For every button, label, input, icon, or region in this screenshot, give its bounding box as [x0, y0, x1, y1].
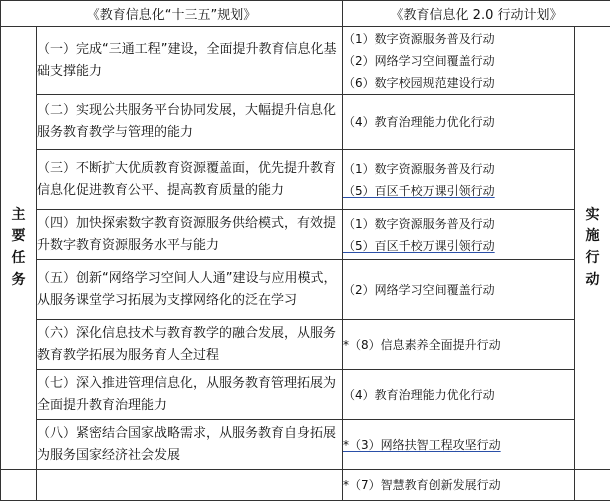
action-item: *（8）信息素养全面提升行动: [343, 334, 574, 356]
actions-cell: [343, 260, 575, 320]
implementation-actions-label: 实 施 行 动: [575, 27, 610, 470]
task-cell: （六）深化信息技术与教育教学的融合发展，从服务教育教学拓展为服务育人全过程: [37, 320, 343, 370]
action-item: （4）教育治理能力优化行动: [343, 384, 574, 406]
action-item: （1）数字资源服务普及行动: [343, 158, 574, 180]
action-item: （4）教育治理能力优化行动: [343, 111, 574, 133]
actions-cell: [343, 95, 575, 150]
task-cell: （二）实现公共服务平台协同发展，大幅提升信息化服务教育教学与管理的能力: [37, 95, 343, 150]
task-cell: （八）紧密结合国家战略需求，从服务教育自身拓展为服务国家经济社会发展: [37, 420, 343, 470]
task-cell: （五）创新“网络学习空间人人通”建设与应用模式，从服务课堂学习拓展为支撑网络化的泛在学习: [37, 260, 343, 320]
main-tasks-label: 主 要 任 务: [1, 27, 37, 470]
table-row: [1, 210, 610, 260]
actions-cell: [343, 150, 575, 210]
action-item: （2）网络学习空间覆盖行动: [343, 279, 574, 301]
empty-cell: [1, 470, 37, 501]
task-cell: （七）深入推进管理信息化，从服务教育管理拓展为全面提升教育治理能力: [37, 370, 343, 420]
actions-cell: [343, 370, 575, 420]
empty-cell: [37, 470, 343, 501]
task-cell: （三）不断扩大优质教育资源覆盖面，优先提升教育信息化促进教育公平、提高教育质量的能力: [37, 150, 343, 210]
table-row: [1, 27, 610, 95]
action-item: *（3）网络扶智工程攻坚行动: [343, 434, 574, 456]
action-item: （5）百区千校万课引领行动: [343, 180, 574, 202]
action-item: （6）数字校园规范建设行动: [343, 72, 574, 94]
action-item: （1）数字资源服务普及行动: [343, 213, 574, 235]
table-row: [1, 150, 610, 210]
actions-cell: [343, 210, 575, 260]
action-item: （1）数字资源服务普及行动: [343, 28, 574, 50]
action-item: （5）百区千校万课引领行动: [343, 235, 574, 257]
task-cell: （一）完成“三通工程”建设，全面提升教育信息化基础支撑能力: [37, 27, 343, 95]
header-row: [1, 1, 610, 27]
actions-cell: [343, 470, 575, 501]
actions-cell: [343, 27, 575, 95]
table-row: [1, 370, 610, 420]
right-plan-title: 《教育信息化 2.0 行动计划》: [343, 1, 610, 27]
action-item: （2）网络学习空间覆盖行动: [343, 50, 574, 72]
left-plan-title: 《教育信息化“十三五”规划》: [1, 1, 343, 27]
task-cell: （四）加快探索数字教育资源服务供给模式，有效提升数字教育资源服务水平与能力: [37, 210, 343, 260]
footer-row: [1, 470, 610, 501]
actions-cell: [343, 420, 575, 470]
table-row: [1, 420, 610, 470]
action-item: *（7）智慧教育创新发展行动: [343, 474, 574, 496]
actions-cell: [343, 320, 575, 370]
table-row: [1, 260, 610, 320]
table-row: [1, 320, 610, 370]
table-row: [1, 95, 610, 150]
empty-cell: [575, 470, 610, 501]
